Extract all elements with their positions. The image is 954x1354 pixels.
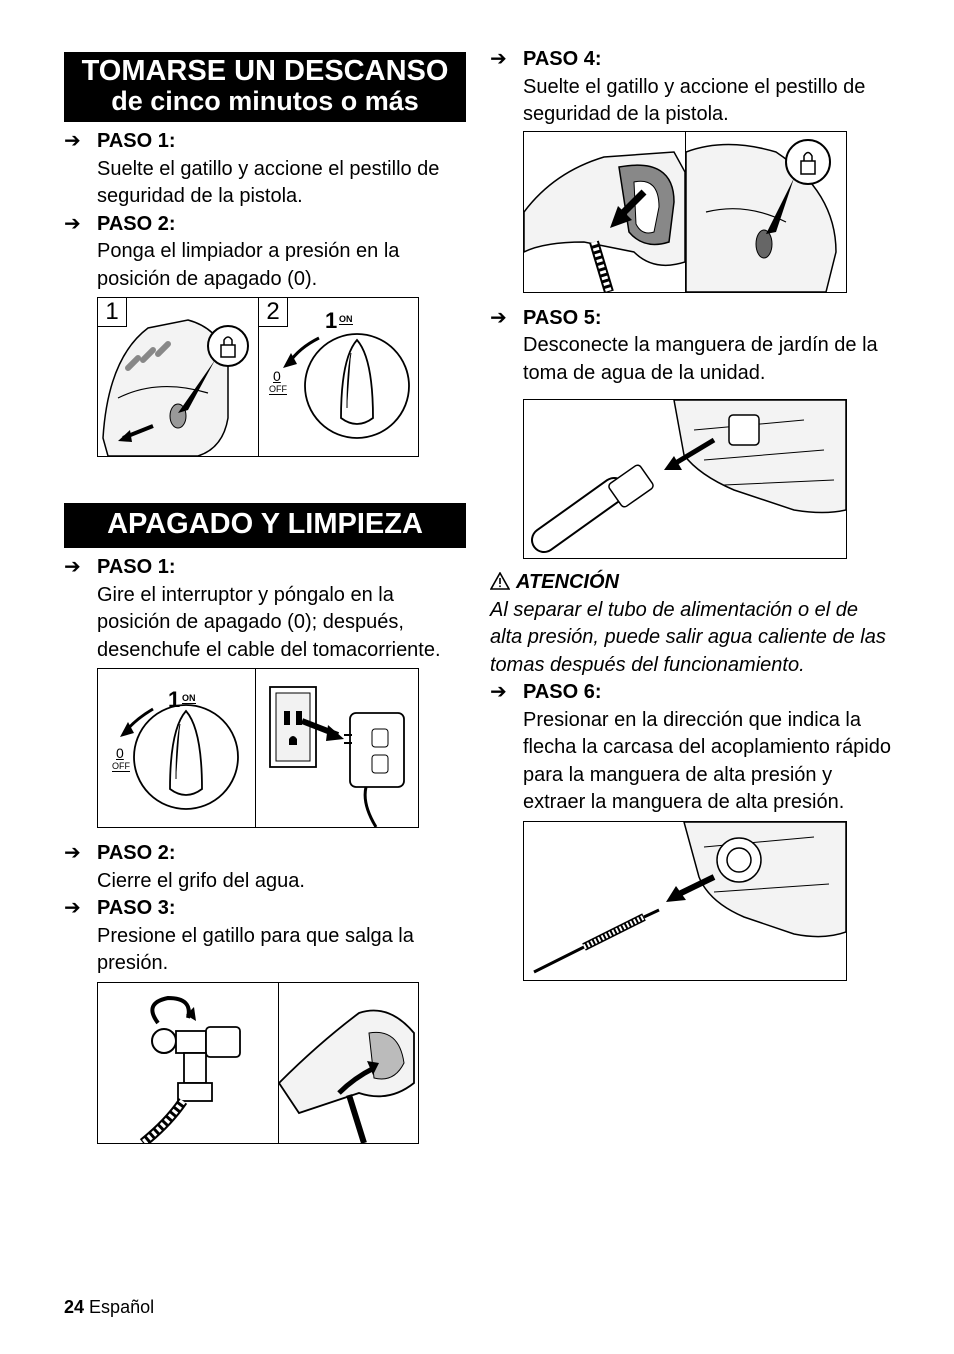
right-step-4 [490, 46, 894, 129]
figure-panel-dial [98, 669, 256, 827]
gun-trigger-illustration [279, 983, 418, 1143]
page-footer [64, 1297, 154, 1318]
figure-garden-hose-disconnect [523, 399, 847, 559]
dial-off-number: 0 [273, 368, 281, 384]
panel-number: 2 [259, 298, 288, 327]
figure-dial-and-plug [97, 668, 419, 828]
step-text: Cierre el grifo del agua. [97, 869, 305, 892]
step-label: PASO 5: [523, 306, 602, 329]
arrow-icon [326, 725, 344, 741]
step-text: Gire el interruptor y póngalo en la posición de apagado (0); después, desenchufe el cable del tomacorriente. [97, 583, 441, 661]
lock-icon [801, 161, 815, 174]
right-step-5 [490, 305, 894, 388]
section-heading-break [64, 52, 466, 122]
high-pressure-hose-illustration [524, 822, 846, 980]
step-arrow-icon: ➔ [64, 842, 81, 864]
figure-panel-trigger-release [524, 132, 686, 292]
step-arrow-icon: ➔ [64, 897, 81, 919]
footer-language: Español [89, 1297, 155, 1317]
warning-text: Al separar el tubo de alimentación o el de alta presión, puede salir agua caliente de las tomas después del funcionamiento. [490, 598, 886, 676]
step-text: Desconecte la manguera de jardín de la toma de agua de la unidad. [523, 334, 878, 384]
shutdown-step-1 [64, 554, 466, 664]
dial-off-number: 0 [116, 745, 124, 761]
lock-icon [221, 345, 235, 357]
figure-panel-dial-off [259, 298, 418, 456]
heading-title: APAGADO Y LIMPIEZA [107, 508, 423, 540]
warning-title: ATENCIÓN [516, 571, 619, 593]
step-text: Presionar en la dirección que indica la flecha la carcasa del acoplamiento rápido para la manguera de alta presión y extraer la manguera de alta presión. [523, 708, 891, 813]
page-number: 24 [64, 1297, 85, 1317]
unplug-cord-illustration [256, 669, 418, 827]
shutdown-step-3 [64, 895, 466, 978]
step-text: Suelte el gatillo y accione el pestillo de seguridad de la pistola. [97, 157, 440, 207]
dial-off-label: OFF [112, 761, 130, 771]
water-tap-illustration [98, 983, 278, 1143]
step-arrow-icon: ➔ [490, 306, 507, 329]
figure-gun-and-dial [97, 297, 419, 457]
step-label: PASO 6: [523, 681, 602, 703]
step-arrow-icon: ➔ [490, 681, 507, 703]
gun-trigger-release-illustration [524, 132, 685, 292]
dial-on-label: ON [182, 693, 196, 703]
step-arrow-icon: ➔ [64, 212, 81, 235]
safety-latch-illustration [686, 132, 846, 292]
figure-panel-trigger [279, 983, 418, 1143]
step-text: Ponga el limpiador a presión en la posición de apagado (0). [97, 240, 400, 290]
figure-gun-latch [523, 131, 847, 293]
step-label: PASO 2: [97, 842, 176, 864]
warning-block [490, 569, 894, 679]
step-label: PASO 4: [523, 48, 602, 70]
figure-high-pressure-hose [523, 821, 847, 981]
break-step-2 [64, 211, 466, 294]
section-heading-shutdown [64, 503, 466, 548]
step-arrow-icon: ➔ [64, 556, 81, 578]
dial-off-label: OFF [269, 384, 287, 394]
figure-panel-gun-safety [98, 298, 259, 456]
figure-panel-water-tap [98, 983, 279, 1143]
break-step-1 [64, 128, 466, 211]
right-column [490, 46, 894, 981]
figure-panel-safety-latch [686, 132, 846, 292]
panel-number: 1 [98, 298, 127, 327]
step-label: PASO 1: [97, 130, 176, 152]
step-arrow-icon: ➔ [64, 130, 81, 152]
dial-on-label: ON [339, 314, 353, 324]
figure-tap-and-trigger [97, 982, 419, 1144]
step-arrow-icon: ➔ [490, 48, 507, 70]
step-label: PASO 3: [97, 897, 176, 919]
dial-on-number: 1 [325, 308, 338, 333]
figure-panel-unplug [256, 669, 418, 827]
heading-line-1: TOMARSE UN DESCANSO [81, 55, 449, 87]
shutdown-step-2 [64, 840, 466, 895]
step-text: Suelte el gatillo y accione el pestillo de seguridad de la pistola. [523, 75, 866, 125]
garden-hose-disconnect-illustration [524, 400, 846, 558]
step-label: PASO 2: [97, 212, 176, 235]
left-column [64, 52, 466, 1144]
dial-on-number: 1 [168, 687, 181, 712]
right-step-6 [490, 679, 894, 817]
step-text: Presione el gatillo para que salga la presión. [97, 924, 414, 974]
warning-triangle-icon [490, 572, 510, 590]
heading-line-2: de cinco minutos o más [111, 86, 419, 116]
step-label: PASO 1: [97, 556, 176, 578]
